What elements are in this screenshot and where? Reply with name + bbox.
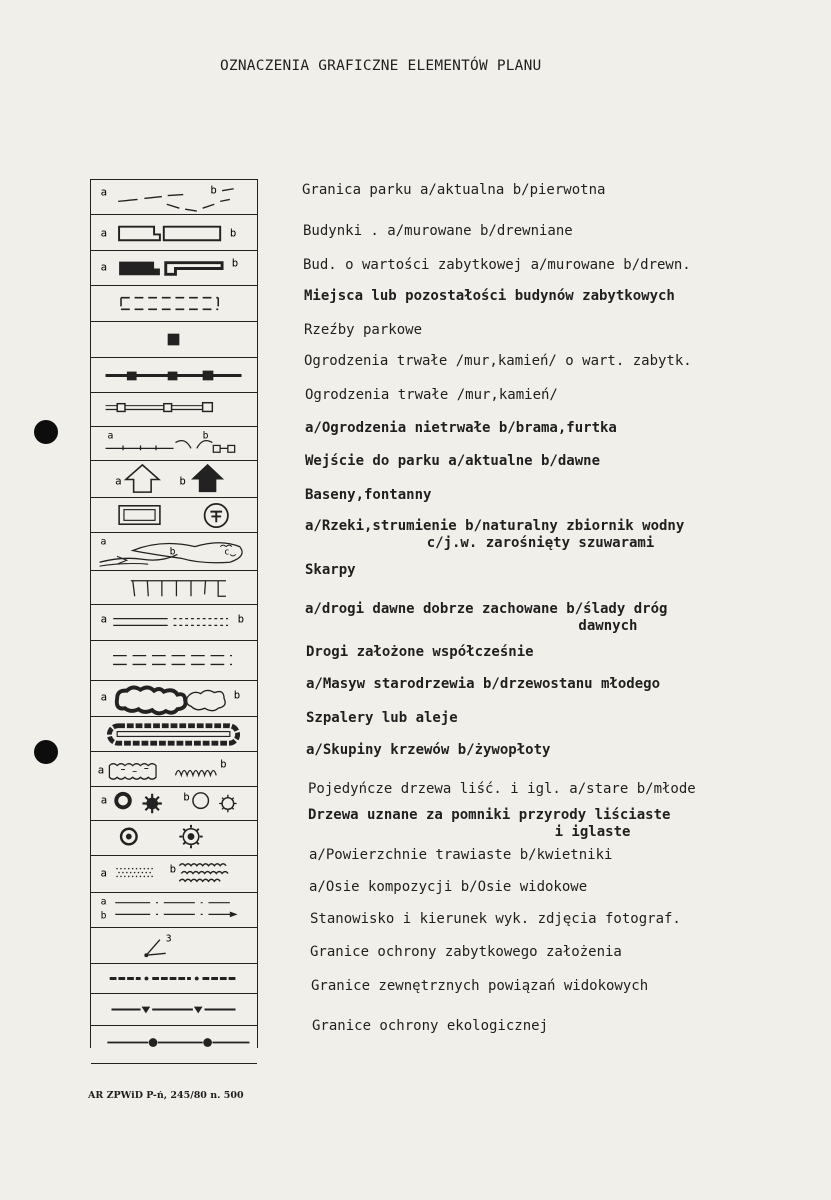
legend-symbol-table [90, 179, 258, 1048]
symbol-old-roads [91, 605, 257, 641]
symbol-lawns-flowerbeds [91, 856, 257, 893]
svg-text:b: b [229, 226, 237, 240]
symbol-old-tree-mass [91, 681, 257, 717]
symbol-park-boundary [91, 180, 257, 215]
document-footer: AR ZPWiD P-ń, 245/80 n. 500 [88, 1090, 244, 1101]
svg-text:b: b [231, 256, 239, 270]
legend-item: a/Masyw starodrzewia b/drzewostanu młodego [306, 676, 661, 692]
legend-item: a/Rzeki,strumienie b/naturalny zbiornik wodny c/j.w. zarośnięty szuwarami [305, 518, 685, 551]
symbol-historic-buildings [91, 251, 257, 286]
symbol-natural-monuments [91, 821, 257, 856]
punch-hole-top [34, 420, 58, 444]
svg-text:b: b [233, 688, 241, 702]
svg-text:b: b [183, 790, 190, 804]
symbol-building-remains [91, 286, 257, 322]
legend-item: Rzeźby parkowe [304, 322, 423, 338]
svg-text:b: b [100, 910, 107, 922]
legend-item: Baseny,fontanny [305, 487, 432, 503]
symbol-slopes [91, 571, 257, 605]
symbol-permanent-fence [91, 393, 257, 427]
svg-text:a: a [100, 866, 107, 880]
legend-item: Granica parku a/aktualna b/pierwotna [302, 182, 606, 198]
svg-text:b: b [202, 430, 209, 442]
svg-text:a: a [107, 430, 114, 442]
page-title: OZNACZENIA GRAFICZNE ELEMENTÓW PLANU [220, 58, 542, 74]
symbol-photo-position [91, 928, 257, 964]
svg-text:3: 3 [165, 933, 172, 945]
legend-item: Ogrodzenia trwałe /mur,kamień/ [305, 387, 558, 403]
symbol-sculptures [91, 322, 257, 358]
symbol-modern-roads [91, 641, 257, 681]
legend-item: Stanowisko i kierunek wyk. zdjęcia fotograf. [310, 911, 681, 927]
legend-item: a/Osie kompozycji b/Osie widokowe [309, 879, 588, 895]
symbol-axes [91, 893, 257, 928]
legend-item: Drogi założone współcześnie [306, 644, 534, 660]
symbol-rivers-ponds [91, 533, 257, 571]
svg-text:b: b [210, 183, 217, 197]
svg-text:a: a [100, 690, 108, 704]
svg-text:b: b [220, 757, 227, 771]
legend-item: Granice ochrony ekologicznej [312, 1018, 549, 1034]
svg-text:b: b [169, 546, 176, 558]
legend-item: Drzewa uznane za pomniki przyrody liściaste i iglaste [308, 807, 671, 840]
svg-text:a: a [100, 536, 107, 548]
legend-item: Bud. o wartości zabytkowej a/murowane b/drewn. [303, 257, 691, 273]
punch-hole-bottom [34, 740, 58, 764]
svg-text:c: c [224, 547, 230, 558]
svg-text:a: a [97, 763, 105, 777]
legend-item: Budynki . a/murowane b/drewniane [303, 223, 573, 239]
legend-item: Skarpy [305, 562, 356, 578]
svg-text:a: a [100, 612, 108, 626]
legend-item: Pojedyńcze drzewa liść. i igl. a/stare b/młode [308, 781, 696, 797]
svg-text:a: a [115, 474, 122, 488]
symbol-historic-fence [91, 358, 257, 393]
legend-item: a/Powierzchnie trawiaste b/kwietniki [309, 847, 613, 863]
symbol-tree-rows [91, 717, 257, 752]
symbol-shrubs [91, 752, 257, 787]
legend-item: a/Ogrodzenia nietrwałe b/brama,furtka [305, 420, 617, 436]
symbol-view-connections-boundary [91, 994, 257, 1026]
symbol-ecological-protection-boundary [91, 1026, 257, 1064]
legend-item: a/drogi dawne dobrze zachowane b/ślady dróg dawnych [305, 601, 668, 634]
legend-item: Granice ochrony zabytkowego założenia [310, 944, 622, 960]
legend-item: Szpalery lub aleje [306, 710, 458, 726]
symbol-park-entrance [91, 461, 257, 498]
svg-text:b: b [169, 862, 177, 876]
svg-text:a: a [100, 896, 107, 908]
svg-text:a: a [100, 793, 108, 807]
legend-item: Miejsca lub pozostałości budynów zabytkowych [304, 288, 675, 304]
legend-item: Granice zewnętrznych powiązań widokowych [311, 978, 649, 994]
svg-text:a: a [100, 260, 108, 274]
legend-item: Wejście do parku a/aktualne b/dawne [305, 453, 601, 469]
symbol-buildings [91, 215, 257, 251]
symbol-single-trees [91, 787, 257, 821]
svg-text:b: b [237, 612, 245, 626]
symbol-heritage-protection-boundary [91, 964, 257, 994]
symbol-temporary-fence [91, 427, 257, 461]
symbol-pools-fountains [91, 498, 257, 533]
legend-item: a/Skupiny krzewów b/żywopłoty [306, 742, 551, 758]
svg-text:a: a [100, 226, 108, 240]
legend-item: Ogrodzenia trwałe /mur,kamień/ o wart. zabytk. [304, 353, 692, 369]
svg-text:a: a [100, 185, 108, 199]
svg-text:b: b [179, 474, 186, 488]
